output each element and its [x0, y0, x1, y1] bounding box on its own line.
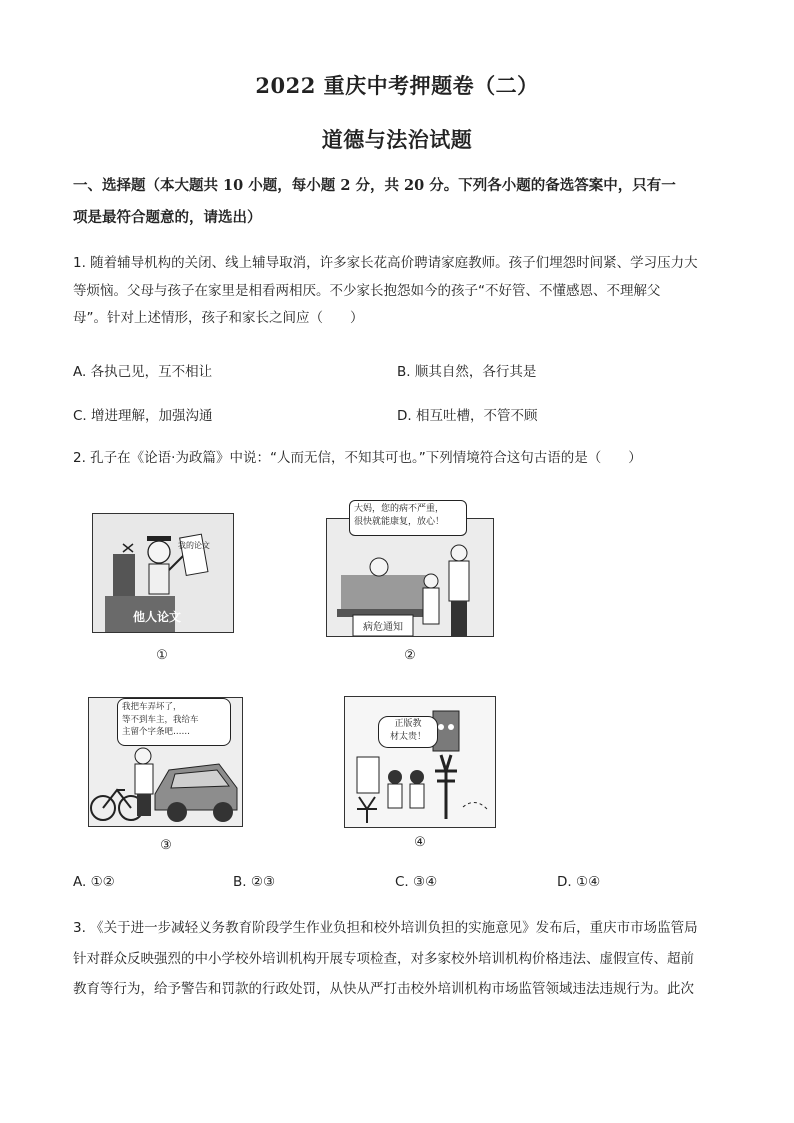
question-3-line3: 教育等行为，给予警告和罚款的行政处罚，从快从严打击校外培训机构市场监管领域违法违规行为。此次: [73, 981, 694, 997]
speech-3-line3: 主留个字条吧……: [122, 727, 191, 737]
question-1-option-b[interactable]: B. 顺其自然，各行其是: [397, 364, 537, 380]
question-1-stem: [73, 250, 723, 333]
page-title: 2022 重庆中考押题卷（二）: [255, 73, 539, 98]
book-label: 我的论文: [178, 541, 210, 550]
question-1-option-d[interactable]: D. 相互吐槽，不管不顾: [397, 408, 538, 424]
cartoon-3-caption: ③: [160, 838, 172, 853]
section-heading-line1: 一、选择题（本大题共 10 小题，每小题 2 分，共 20 分。下列各小题的备选答案中，只有一: [73, 177, 676, 194]
cartoon-1: [92, 513, 234, 633]
question-2-option-a[interactable]: A. ①②: [73, 874, 115, 890]
question-1-line3: 母”。针对上述情形，孩子和家长之间应（ ）: [73, 310, 364, 326]
page-subtitle: 道德与法治试题: [321, 127, 473, 152]
section-heading: [73, 170, 723, 234]
notice-label: 病危通知: [363, 622, 403, 633]
speech-2-line2: 很快就能康复，放心！: [354, 517, 445, 527]
speech-bubble-4: [378, 716, 438, 748]
question-1-line1: 1. 随着辅导机构的关闭、线上辅导取消，许多家长花高价聘请家庭教师。孩子们埋怨时间紧、学习压力大: [73, 255, 698, 271]
section-heading-line2: 项是最符合题意的，请选出）: [73, 209, 262, 226]
question-1-line2: 等烦恼。父母与孩子在家里是相看两相厌。不少家长抱怨如今的孩子“不好管、不懂感恩、不理解父: [73, 282, 661, 299]
cartoon-4-caption: ④: [414, 835, 426, 850]
speech-3-line1: 我把车弄坏了，: [122, 702, 182, 712]
question-3-line1: 3. 《关于进一步减轻义务教育阶段学生作业负担和校外培训负担的实施意见》发布后，重庆市市场监管局: [73, 920, 698, 936]
question-2-option-d[interactable]: D. ①④: [557, 874, 601, 890]
question-2-option-b[interactable]: B. ②③: [233, 874, 276, 890]
speech-4-line2: 材太贵！: [389, 731, 426, 742]
speech-bubble-2: [349, 500, 467, 536]
question-1-option-c[interactable]: C. 增进理解，加强沟通: [73, 408, 213, 424]
speech-4-line1: 正版教: [394, 719, 422, 729]
cartoon-1-caption: ①: [156, 648, 168, 663]
speech-3-line2: 等不到车主，我给车: [122, 714, 199, 725]
question-3-stem: [73, 913, 723, 1005]
question-2-stem: 2. 孔子在《论语·为政篇》中说：“人而无信，不知其可也。”下列情境符合这句古语的是（ ）: [73, 450, 642, 466]
question-1-option-a[interactable]: A. 各执己见，互不相让: [73, 364, 213, 380]
speech-2-line1: 大妈，您的病不严重，: [354, 504, 445, 514]
cartoon-2-caption: ②: [404, 648, 416, 663]
question-3-line2: 针对群众反映强烈的中小学校外培训机构开展专项检查，对多家校外培训机构价格违法、虚假宣传、超前: [73, 950, 694, 967]
question-2-option-c[interactable]: C. ③④: [395, 874, 438, 890]
sign-label: 他人论文: [133, 610, 182, 624]
speech-bubble-3: [117, 698, 231, 746]
